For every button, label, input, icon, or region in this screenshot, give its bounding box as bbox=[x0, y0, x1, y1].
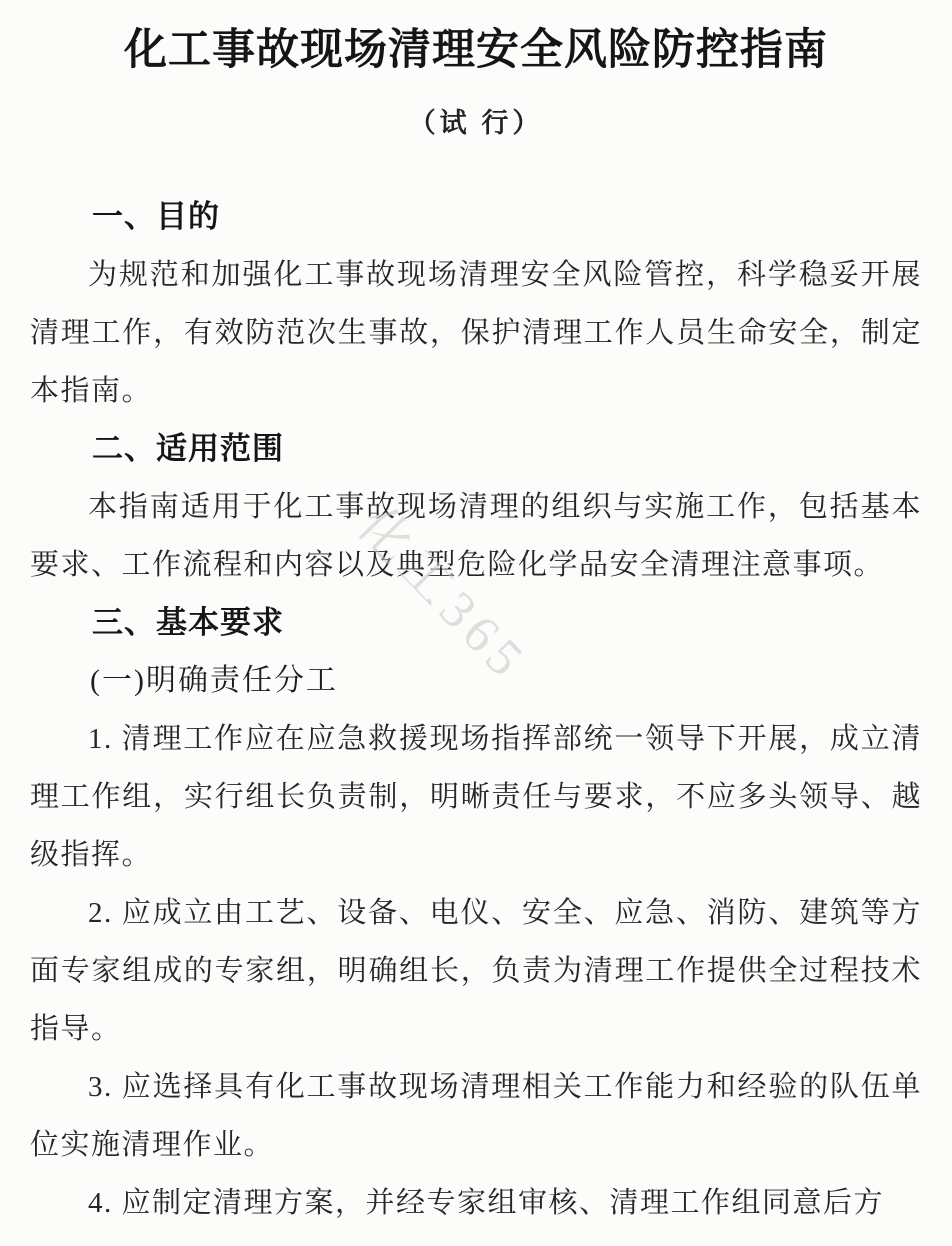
paragraph-purpose: 为规范和加强化工事故现场清理安全风险管控，科学稳妥开展清理工作，有效防范次生事故，保护清理工作人员生命安全，制定本指南。 bbox=[30, 259, 922, 407]
doc-body bbox=[30, 188, 922, 1232]
paragraph-item-2: 2. 应成立由工艺、设备、电仪、安全、应急、消防、建筑等方面专家组成的专家组，明确组长，负责为清理工作提供全过程技术指导。 bbox=[30, 897, 922, 1045]
doc-title: 化工事故现场清理安全风险防控指南 bbox=[124, 26, 828, 74]
paragraph-scope: 本指南适用于化工事故现场清理的组织与实施工作，包括基本要求、工作流程和内容以及典型危险化学品安全清理注意事项。 bbox=[30, 491, 922, 581]
subsection-heading-responsibility: (一)明确责任分工 bbox=[90, 664, 338, 697]
paragraph-item-4-truncated: 4. 应制定清理方案，并经专家组审核、清理工作组同意后方 bbox=[88, 1187, 885, 1219]
section-heading-purpose: 一、目的 bbox=[92, 199, 220, 234]
paragraph-item-3: 3. 应选择具有化工事故现场清理相关工作能力和经验的队伍单位实施清理作业。 bbox=[30, 1071, 922, 1161]
doc-subtitle: （试 行） bbox=[408, 108, 544, 138]
paragraph-item-1: 1. 清理工作应在应急救援现场指挥部统一领导下开展，成立清理工作组，实行组长负责制，明晰责任与要求，不应多头领导、越级指挥。 bbox=[30, 723, 922, 871]
section-heading-scope: 二、适用范围 bbox=[92, 431, 284, 466]
watermark-text: 化工365 bbox=[346, 496, 538, 693]
section-heading-basic-requirements: 三、基本要求 bbox=[92, 605, 284, 640]
